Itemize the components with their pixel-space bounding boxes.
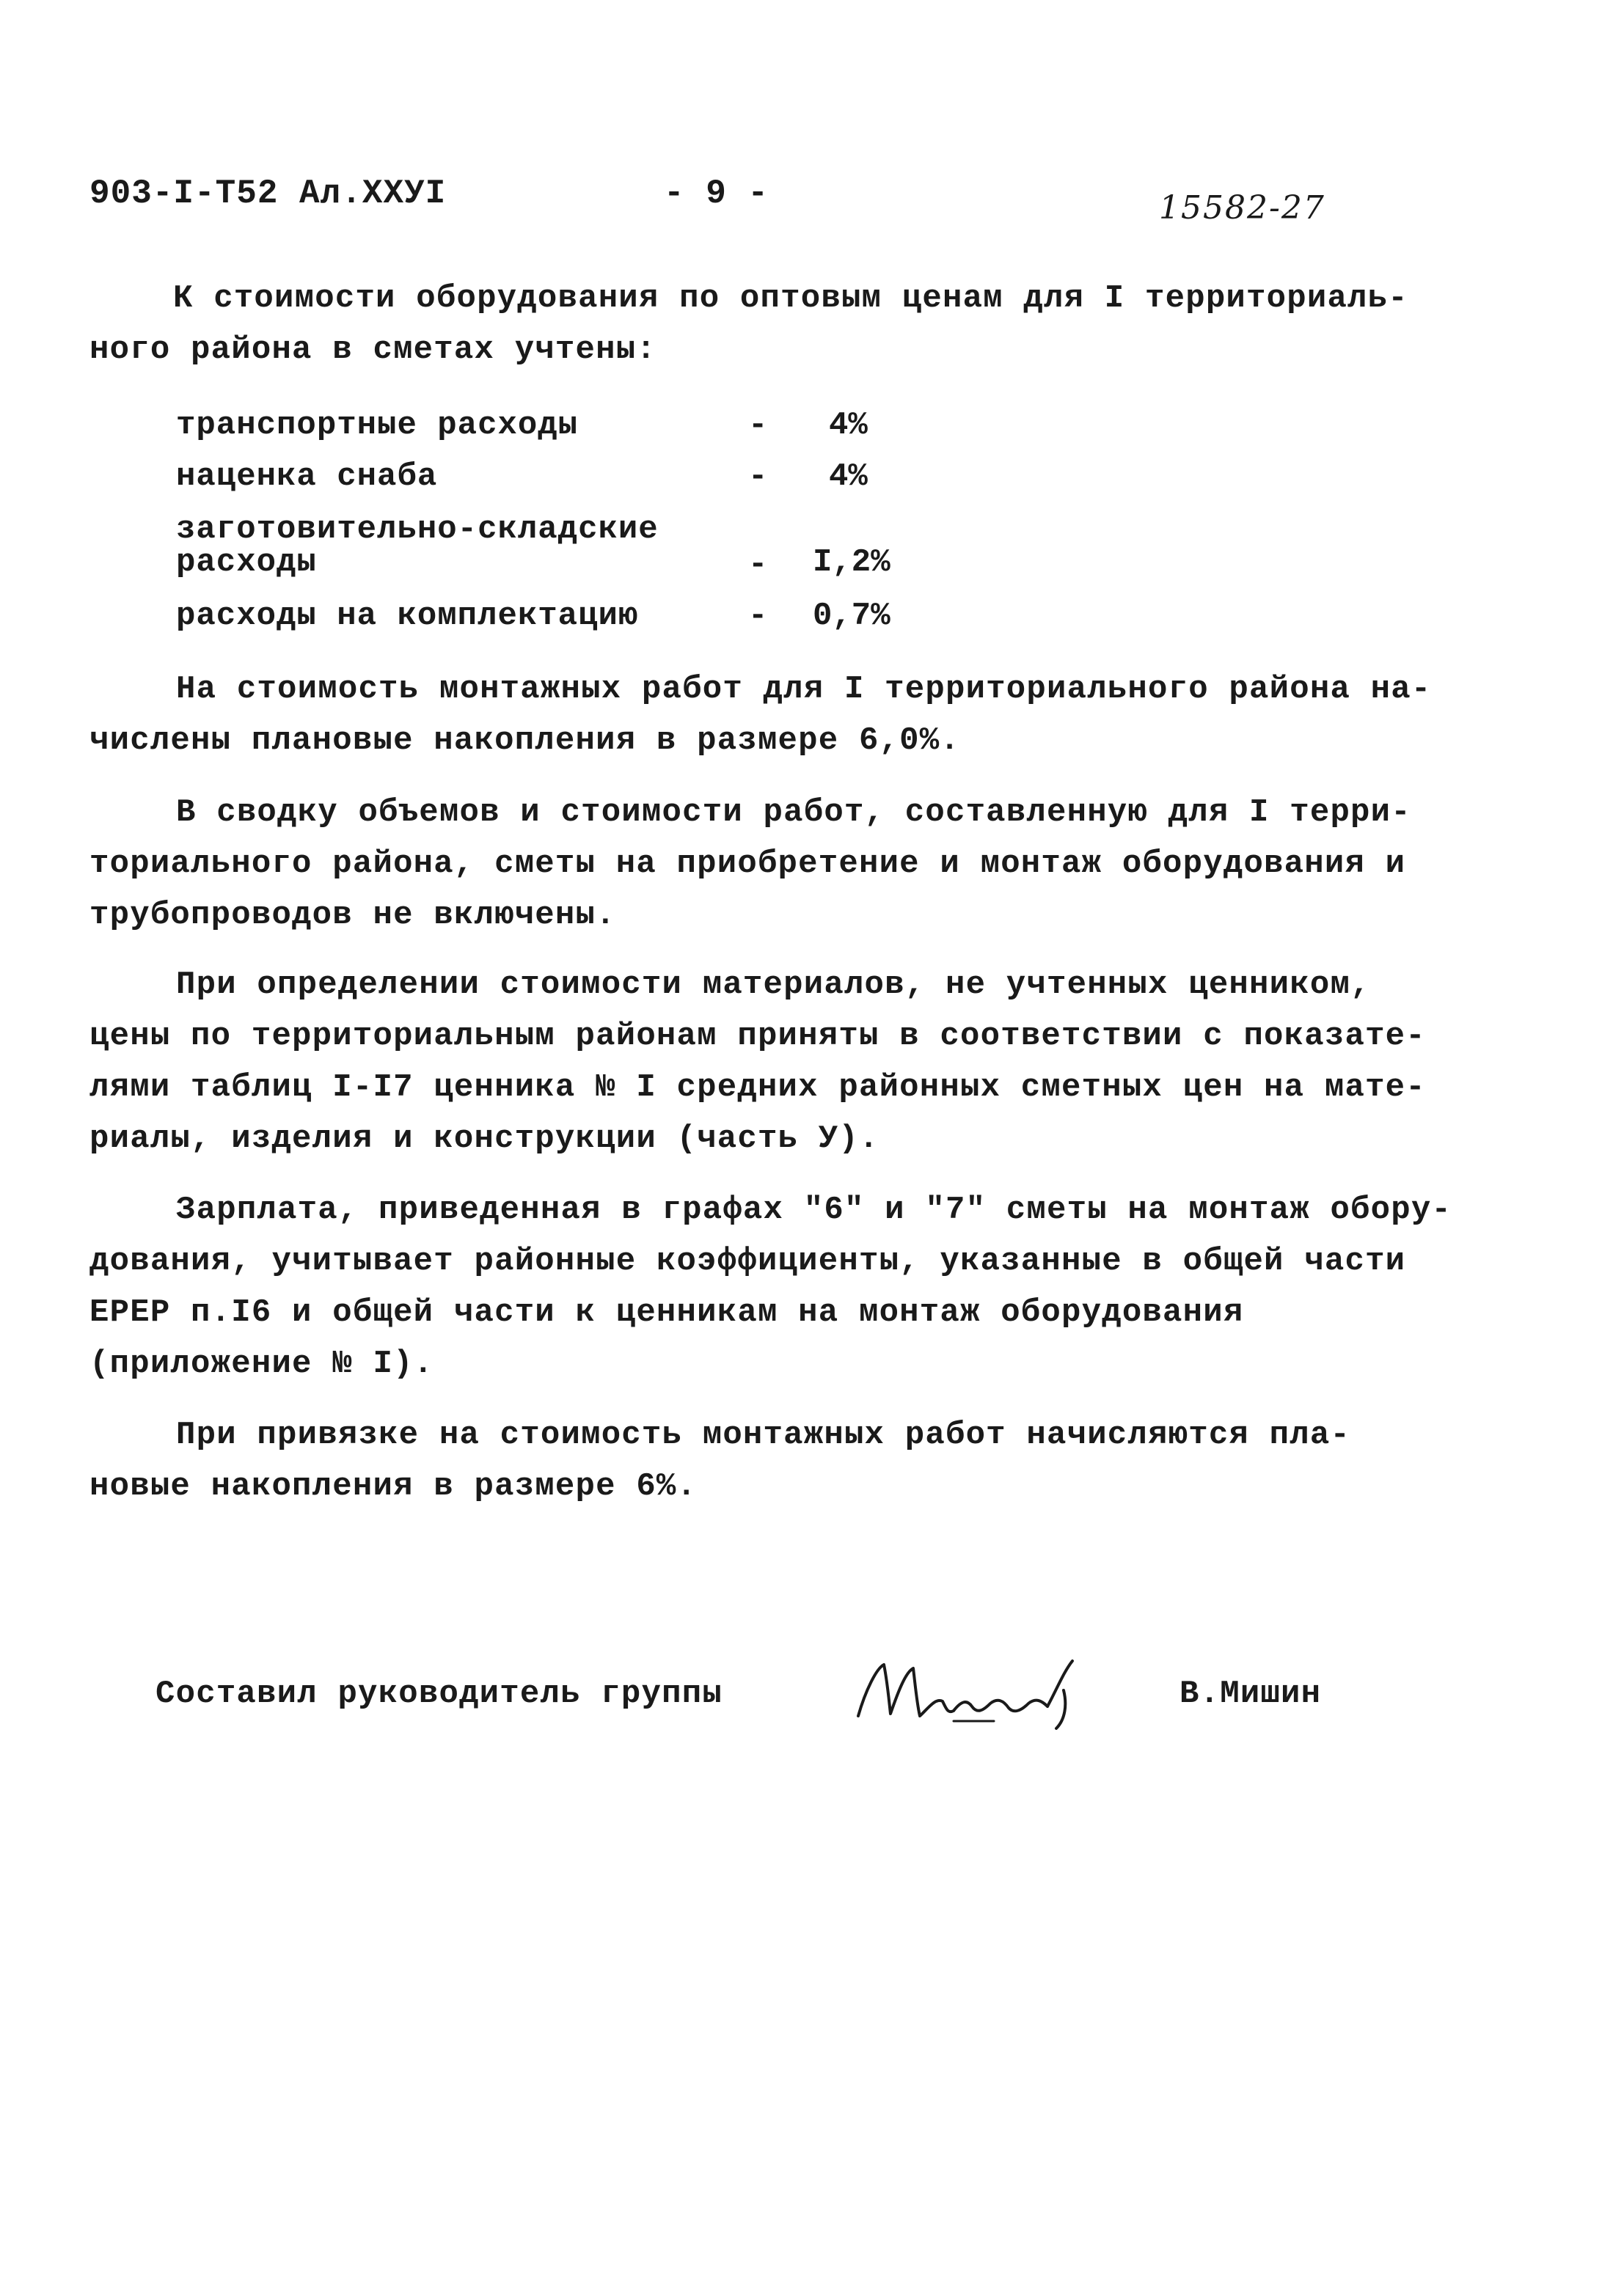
list-item-dash: - (748, 407, 768, 444)
paragraph-line: В сводку объемов и стоимости работ, составленную для I терри- (176, 794, 1411, 831)
page-number: - 9 - (664, 175, 769, 213)
list-item-label: транспортные расходы (176, 407, 579, 444)
list-item-value: I,2% (813, 544, 890, 581)
handwritten-signature (844, 1646, 1122, 1734)
paragraph-line: дования, учитывает районные коэффициенты, указанные в общей части (89, 1243, 1406, 1280)
list-item-value: 4% (829, 458, 868, 495)
list-item-label: наценка снаба (176, 458, 438, 495)
paragraph-line: ториального района, сметы на приобретение и монтаж оборудования и (89, 846, 1406, 882)
paragraph-line: Зарплата, приведенная в графах "6" и "7" сметы на монтаж обору- (176, 1192, 1452, 1228)
list-item-label-continued: расходы (176, 544, 317, 581)
list-item-value: 0,7% (813, 598, 890, 634)
list-item-label: расходы на комплектацию (176, 598, 639, 634)
paragraph-line: лями таблиц I-I7 ценника № I средних районных сметных цен на мате- (89, 1069, 1426, 1106)
list-item-dash: - (748, 546, 768, 583)
paragraph-line: ЕРЕР п.I6 и общей части к ценникам на монтаж оборудования (89, 1294, 1244, 1331)
list-item-dash: - (748, 598, 768, 634)
paragraph-line: При определении стоимости материалов, не учтенных ценником, (176, 967, 1371, 1003)
paragraph-line: трубопроводов не включены. (89, 897, 616, 934)
list-item-value: 4% (829, 407, 868, 444)
paragraph-line: числены плановые накопления в размере 6,0%. (89, 722, 960, 759)
paragraph-line: На стоимость монтажных работ для I территориального района на- (176, 671, 1432, 708)
handwritten-archive-number: 15582-27 (1159, 189, 1325, 227)
intro-line: ного района в сметах учтены: (89, 331, 656, 368)
document-code: 903-I-Т52 Ал.ХХУI (89, 175, 447, 213)
paragraph-line: При привязке на стоимость монтажных работ начисляются пла- (176, 1417, 1351, 1453)
list-item-dash: - (748, 458, 768, 495)
paragraph-line: (приложение № I). (89, 1346, 434, 1382)
intro-line: К стоимости оборудования по оптовым ценам для I территориаль- (173, 280, 1408, 317)
signatory-name: В.Мишин (1179, 1676, 1322, 1712)
paragraph-line: цены по территориальным районам приняты в соответствии с показате- (89, 1018, 1426, 1055)
signature-role-label: Составил руководитель группы (156, 1676, 723, 1712)
list-item-label: заготовительно-складские (176, 511, 659, 548)
paragraph-line: новые накопления в размере 6%. (89, 1468, 698, 1505)
paragraph-line: риалы, изделия и конструкции (часть У). (89, 1121, 879, 1157)
